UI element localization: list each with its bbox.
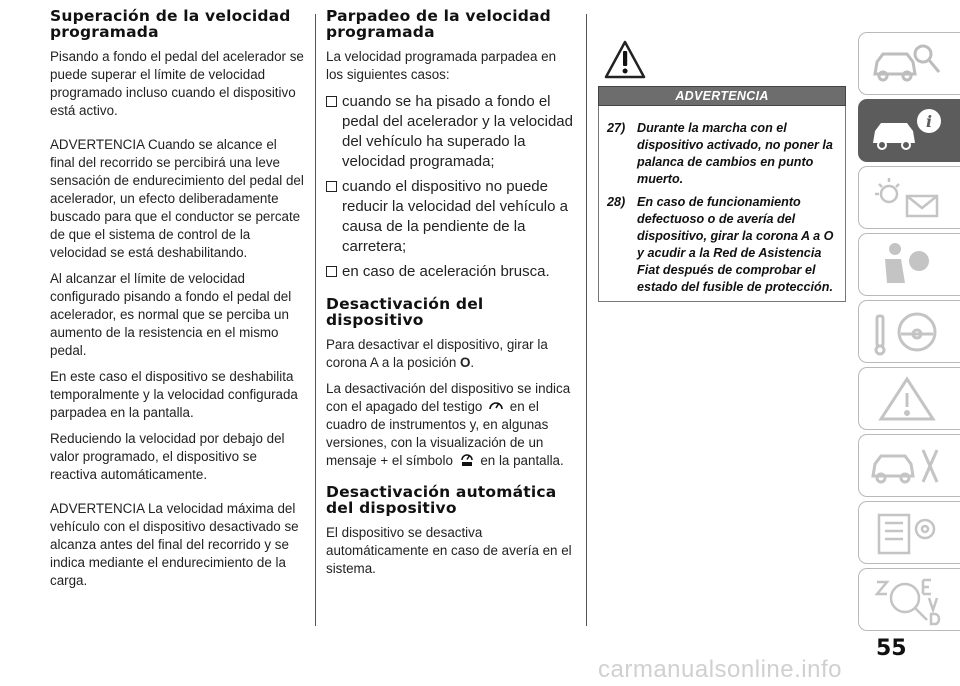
tab-emergency[interactable] (858, 367, 960, 430)
checkbox-bullet-icon (326, 96, 337, 107)
warning-item: 27) Durante la marcha con el dispositivo activado, no poner la palanca de cambios en punto muerto. (607, 121, 833, 186)
tab-car-knowledge[interactable] (858, 32, 960, 95)
tab-starting-driving[interactable] (858, 300, 960, 363)
checkbox-bullet-icon (326, 181, 337, 192)
speed-limiter-off-icon (459, 452, 475, 466)
tab-index[interactable] (858, 568, 960, 631)
page-number: 55 (876, 636, 907, 661)
speed-limiter-icon (488, 398, 504, 412)
paragraph: El dispositivo se desactiva automáticamente en caso de avería en el sistema. (326, 525, 572, 576)
paragraph: La desactivación del dispositivo se indica con el apagado del testigo en el cuadro de instrumentos y, en algunas versiones, con la visualización de un mensaje + el símbolo en la pantalla. (326, 381, 571, 468)
column-middle (326, 8, 576, 586)
car-search-icon (867, 38, 947, 90)
warning-panel (598, 40, 846, 302)
paragraph: Pisando a fondo el pedal del acelerador se puede superar el límite de velocidad programado incluso cuando el dispositivo está activo. (50, 49, 304, 118)
heading-speed-exceeding: Superación de la velocidad programada (50, 7, 291, 41)
paragraph-warning: ADVERTENCIA La velocidad máxima del vehículo con el dispositivo desactivado se alcanza antes del final del recorrido y se indica mediante el endurecimiento de la carga. (50, 501, 299, 588)
warning-title-bar: ADVERTENCIA (598, 86, 846, 106)
steering-key-icon (867, 306, 947, 358)
warning-triangle-icon (604, 40, 646, 80)
tab-safety[interactable] (858, 233, 960, 296)
car-info-icon (867, 105, 947, 157)
alphabetical-index-icon (867, 574, 947, 626)
column-left (50, 8, 305, 598)
warning-lights-icon (867, 172, 947, 224)
road-warning-icon (867, 373, 947, 425)
paragraph: Reduciendo la velocidad por debajo del valor programado, el dispositivo se reactiva automáticamente. (50, 431, 285, 482)
column-divider (586, 14, 587, 626)
column-divider (315, 14, 316, 626)
tab-maintenance[interactable] (858, 434, 960, 497)
paragraph: Al alcanzar el límite de velocidad configurado pisando a fondo el pedal del acelerador, es normal que se perciba un aumento de la resistencia en el mismo pedal. (50, 271, 292, 358)
heading-flashing-speed: Parpadeo de la velocidad programada (326, 7, 551, 41)
paragraph-warning: ADVERTENCIA Cuando se alcance el final del recorrido se percibirá una leve sensación de endurecimiento del pedal del acelerador, un efecto deliberadamente buscado para que el conductor se percate de que el sistema de control de la velocidad se está deshabilitando. (50, 137, 304, 260)
car-service-icon (867, 440, 947, 492)
technical-data-icon (867, 507, 947, 559)
warning-item: 28) En caso de funcionamiento defectuoso o de avería del dispositivo, girar la corona A a O y acudir a la Red de Asistencia Fiat después de comprobar el estado del fusible de protección. (607, 195, 834, 294)
heading-automatic-deactivation: Desactivación automática del dispositivo (326, 483, 557, 517)
list-item: en caso de aceleración brusca. (326, 262, 576, 282)
cases-list (326, 92, 576, 282)
list-item: cuando el dispositivo no puede reducir la velocidad del vehículo a causa de la pendiente de la carretera; (326, 177, 576, 257)
tab-technical-data[interactable] (858, 501, 960, 564)
tab-warning-lights[interactable] (858, 166, 960, 229)
warning-box (598, 106, 846, 302)
list-item: cuando se ha pisado a fondo el pedal del acelerador y la velocidad del vehículo ha superado la velocidad programada; (326, 92, 576, 172)
watermark: carmanualsonline.info (598, 656, 842, 683)
paragraph: La velocidad programada parpadea en los siguientes casos: (326, 49, 557, 82)
chapter-tabs (858, 32, 960, 635)
paragraph: En este caso el dispositivo se deshabilita temporalmente y la velocidad configurada parpadea en la pantalla. (50, 369, 298, 420)
checkbox-bullet-icon (326, 266, 337, 277)
svg-text:i: i (926, 111, 933, 131)
tab-car-info[interactable] (858, 99, 960, 162)
airbag-passenger-icon (867, 239, 947, 291)
heading-deactivation: Desactivación del dispositivo (326, 295, 484, 329)
paragraph: Para desactivar el dispositivo, girar la corona A a la posición O. (326, 337, 548, 370)
